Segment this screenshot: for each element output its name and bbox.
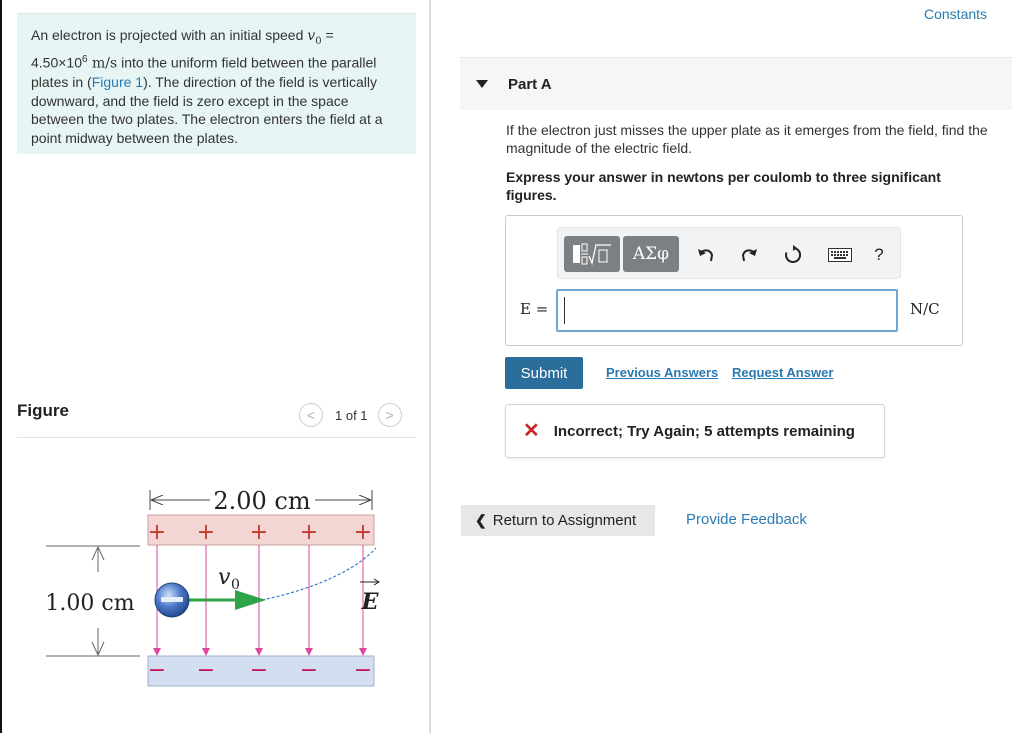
chevron-left-icon: ❮ [475,512,487,528]
figure-rule [17,437,416,438]
keyboard-icon [828,248,852,262]
trajectory-path [262,548,376,600]
figure-pager [299,403,402,427]
plus-sign: + [196,520,216,545]
feedback-box [505,404,885,458]
triangle-down-icon [476,80,488,88]
submit-button[interactable]: Submit [505,357,583,389]
v0-symbol: v [307,28,316,44]
problem-text-1: An electron is projected with an initial speed [31,27,308,43]
plus-sign: + [299,520,319,545]
answer-input[interactable] [556,289,898,332]
minus-sign: − [147,658,167,683]
v0-subscript: 0 [315,35,322,47]
math-toolbar [557,227,901,279]
window-left-border [0,0,2,733]
error-x-icon: ✕ [523,420,540,442]
pager-count: 1 of 1 [335,407,368,423]
chevron-left-icon: < [306,407,316,423]
velocity-arrowhead [235,590,266,610]
undo-icon [697,246,715,264]
text-cursor [564,297,565,324]
help-button[interactable] [868,244,890,266]
greek-symbols-button[interactable]: ΑΣφ [623,236,679,272]
next-figure-button[interactable] [378,403,402,427]
equals-sign: = [321,27,334,43]
minus-sign: − [249,658,269,683]
problem-statement [17,13,416,154]
v0-label-sub: 0 [231,577,240,593]
speed-mantissa: 4.50×10 [31,54,82,71]
reset-button[interactable] [782,244,804,266]
electron-minus [161,597,183,602]
plus-sign: + [249,520,269,545]
keyboard-button[interactable] [827,244,853,266]
gap-label: 1.00 cm [45,591,135,616]
reset-icon [783,245,803,265]
speed-units: m/s [87,55,118,72]
fraction-root-icon [572,242,612,266]
part-a-label: Part A [508,75,552,93]
answer-box [505,215,963,346]
length-label: 2.00 cm [213,487,311,515]
plus-sign: + [353,520,373,545]
question-text: If the electron just misses the upper plate as it emerges from the field, find the magnitude of the electric field. [506,122,988,156]
instruction-text: Express your answer in newtons per coulomb to three significant figures. [506,169,941,203]
chevron-right-icon: > [385,407,394,423]
templates-button[interactable] [564,236,620,272]
minus-sign: − [299,658,319,683]
panel-divider [429,0,431,733]
electron-plates-diagram [30,480,390,695]
help-icon: ? [874,245,884,264]
v0-label: v [218,565,231,590]
previous-answers-link[interactable]: Previous Answers [606,365,719,380]
problem-text-3: ). The direction of the field is vertically downward, and the field is zero except in the space between the two plates. The electron enters the field at a point midway between the plates. [31,74,383,146]
request-answer-link[interactable]: Request Answer [732,365,834,380]
field-label: E [361,589,379,615]
speed-exponent: 6 [82,54,88,66]
feedback-message: Incorrect; Try Again; 5 attempts remaining [553,422,855,440]
part-a-header[interactable] [460,57,1012,110]
figure-link[interactable]: Figure 1 [91,74,144,91]
figure-title: Figure [17,401,69,420]
problem-text-2: into the uniform field between the parallel plates in ( [31,54,377,91]
return-label: Return to Assignment [492,512,637,529]
redo-button[interactable] [738,244,760,266]
prev-figure-button[interactable] [299,403,323,427]
unit-label: N/C [910,300,940,318]
plus-sign: + [147,520,167,545]
variable-label: E = [520,300,549,318]
return-to-assignment-button[interactable] [461,505,655,536]
provide-feedback-link[interactable]: Provide Feedback [686,511,807,528]
undo-button[interactable] [695,244,717,266]
minus-sign: − [353,658,373,683]
redo-icon [740,246,758,264]
minus-sign: − [196,658,216,683]
constants-link[interactable]: Constants [924,6,988,22]
